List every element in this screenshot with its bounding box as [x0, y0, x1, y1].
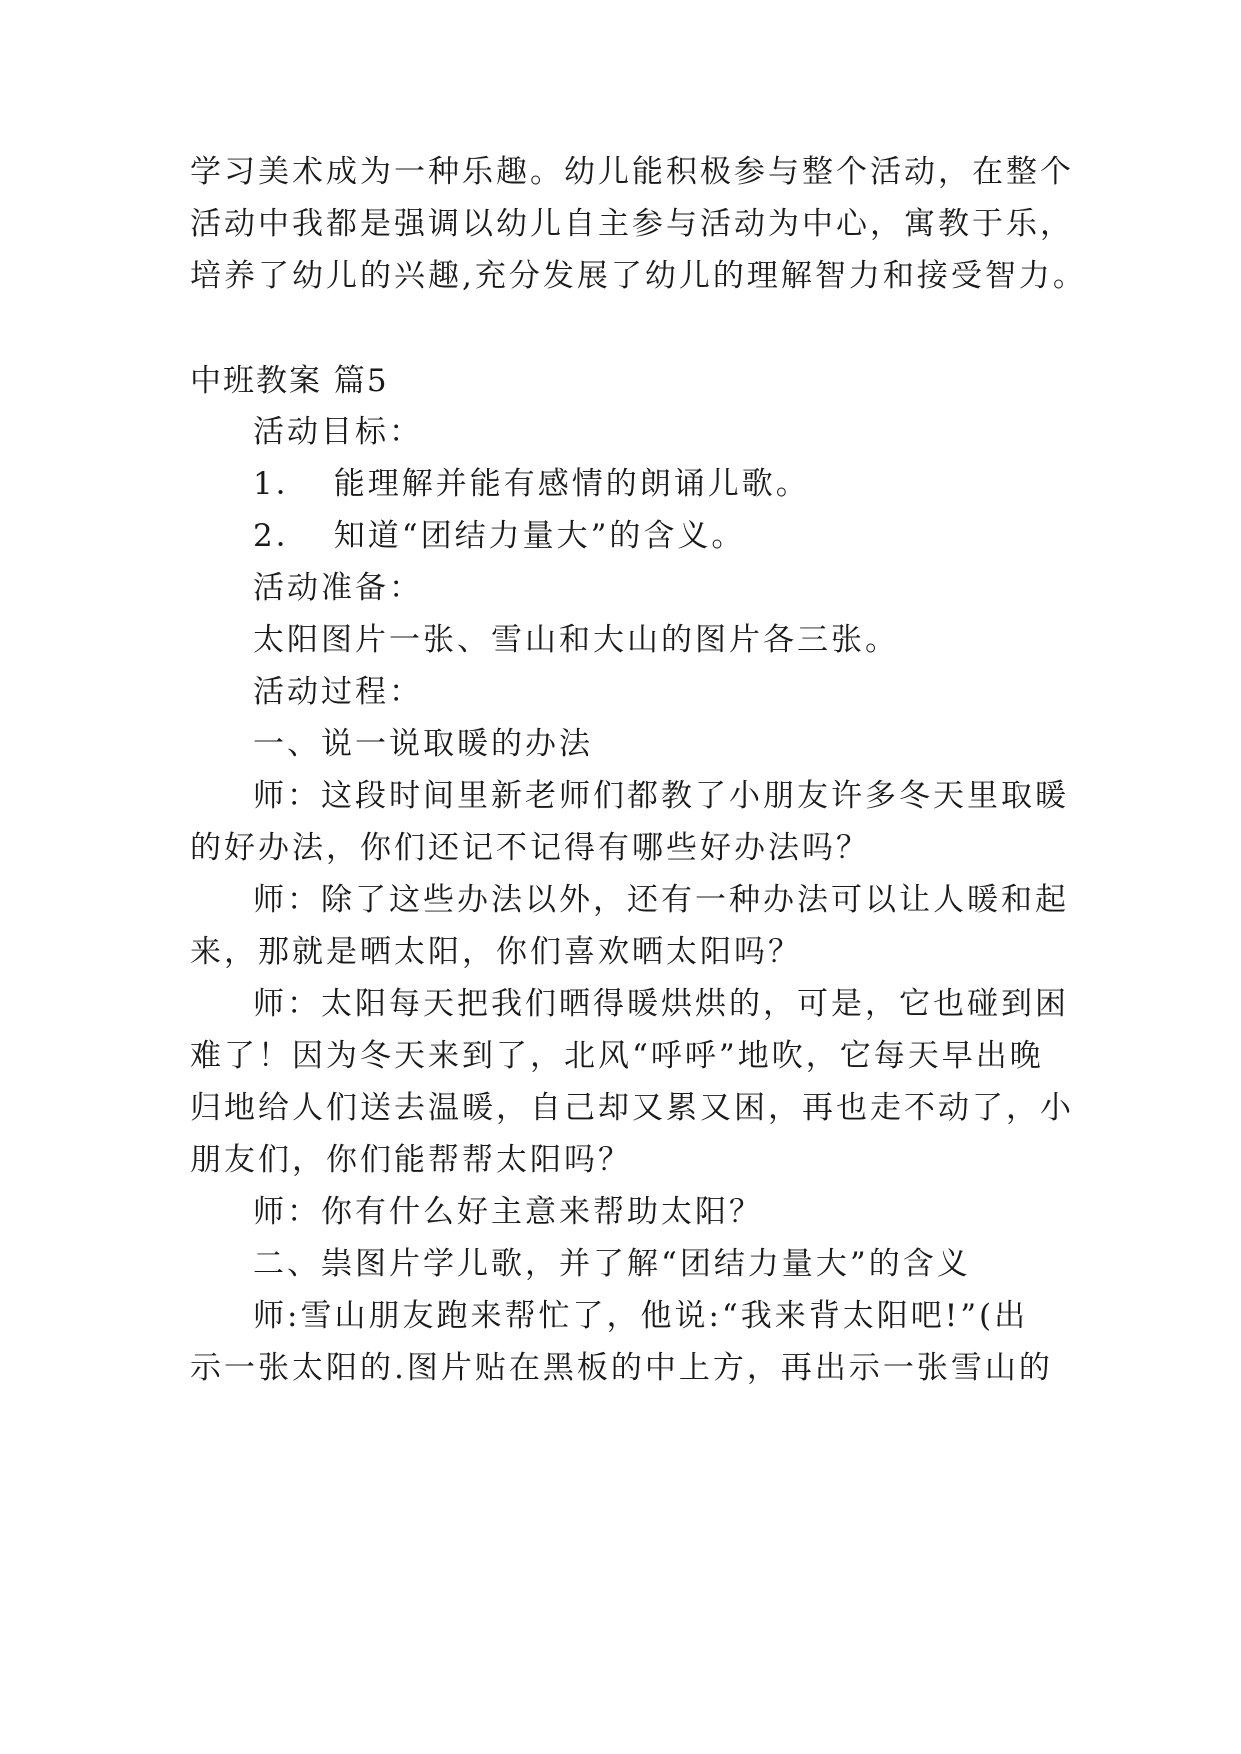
para2-line-2: 来，那就是晒太阳，你们喜欢晒太阳吗？: [190, 934, 802, 970]
prep-heading: 活动准备：: [253, 570, 423, 606]
para3-line-2: 难了！因为冬天来到了，北风“呼呼”地吹，它每天早出晚: [190, 1038, 1044, 1074]
intro-line-3: 培养了幼儿的兴趣,充分发展了幼儿的理解智力和接受智力。: [190, 258, 1087, 294]
intro-line-2: 活动中我都是强调以幼儿自主参与活动为中心，寓教于乐，: [190, 206, 1074, 242]
goal-item-1: [253, 464, 1070, 504]
prep-text: 太阳图片一张、雪山和大山的图片各三张。: [253, 622, 899, 658]
para5-line-2: 示一张太阳的.图片贴在黑板的中上方，再出示一张雪山的: [190, 1350, 1053, 1386]
para1-line-1: 师：这段时间里新老师们都教了小朋友许多冬天里取暖: [253, 778, 1069, 814]
goal-text: 能理解并能有感情的朗诵儿歌。: [333, 466, 810, 502]
para4: 师：你有什么好主意来帮助太阳？: [253, 1194, 763, 1230]
para5-line-1: 师:雪山朋友跑来帮忙了，他说:“我来背太阳吧!”(出: [253, 1298, 1029, 1334]
process-heading: 活动过程：: [253, 674, 423, 710]
section-title: 中班教案 篇5: [190, 363, 389, 399]
goal-number: 1．: [253, 466, 310, 502]
goal-number: 2．: [253, 518, 310, 554]
goals-heading: 活动目标：: [253, 414, 423, 450]
para2-line-1: 师：除了这些办法以外，还有一种办法可以让人暖和起: [253, 882, 1069, 918]
para3-line-4: 朋友们，你们能帮帮太阳吗？: [190, 1142, 632, 1178]
goal-item-2: [253, 516, 1070, 556]
para3-line-1: 师：太阳每天把我们晒得暖烘烘的，可是，它也碰到困: [253, 986, 1069, 1022]
para1-line-2: 的好办法，你们还记不记得有哪些好办法吗？: [190, 830, 870, 866]
goal-text: 知道“团结力量大”的含义。: [333, 518, 746, 554]
step2-heading: 二、祟图片学儿歌，并了解“团结力量大”的含义: [253, 1246, 971, 1282]
para3-line-3: 归地给人们送去温暖，自己却又累又困，再也走不动了，小: [190, 1090, 1074, 1126]
step1-heading: 一、说一说取暖的办法: [253, 726, 593, 762]
intro-line-1: 学习美术成为一种乐趣。幼儿能积极参与整个活动，在整个: [190, 154, 1074, 190]
